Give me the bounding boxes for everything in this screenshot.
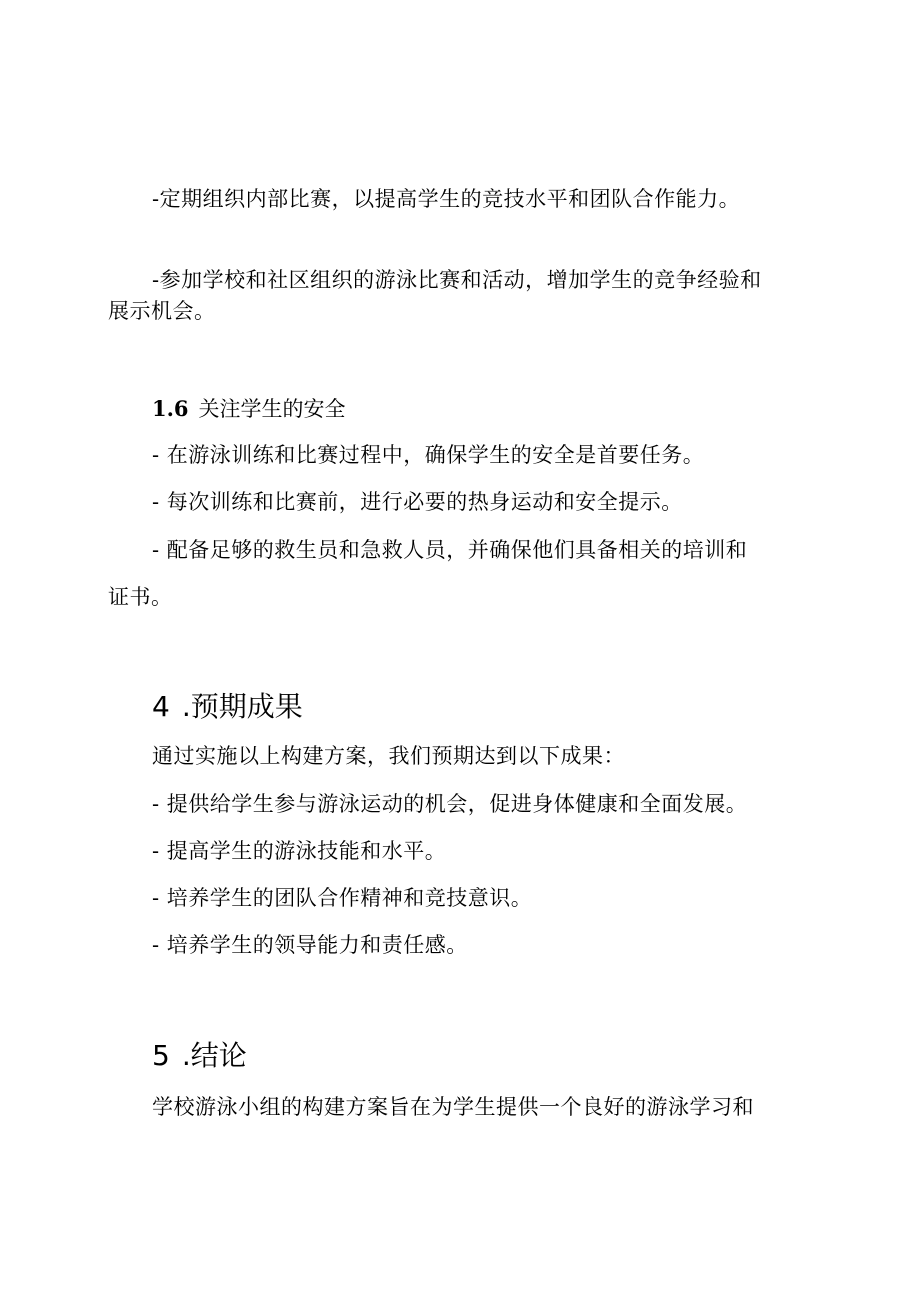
safety-item-2: - 每次训练和比赛前，进行必要的热身运动和安全提示。 <box>152 490 683 514</box>
expected-result-1: - 提供给学生参与游泳运动的机会，促进身体健康和全面发展。 <box>152 792 748 816</box>
paragraph-external-competition-line2: 展示机会。 <box>108 299 216 323</box>
section-1-6-number: 1.6 <box>152 396 189 421</box>
section-1-6-heading <box>152 394 346 424</box>
section-1-6-title: 关注学生的安全 <box>198 397 346 421</box>
paragraph-external-competition-line1: -参加学校和社区组织的游泳比赛和活动，增加学生的竞争经验和 <box>152 268 762 292</box>
paragraph-internal-competition: -定期组织内部比赛，以提高学生的竞技水平和团队合作能力。 <box>152 187 741 211</box>
expected-result-4: - 培养学生的领导能力和责任感。 <box>152 933 468 957</box>
section-4-number: 4 <box>152 690 170 723</box>
conclusion-text: 学校游泳小组的构建方案旨在为学生提供一个良好的游泳学习和 <box>152 1095 754 1119</box>
section-5-heading <box>152 1038 247 1074</box>
section-5-title: .结论 <box>181 1039 247 1072</box>
safety-item-1: - 在游泳训练和比赛过程中，确保学生的安全是首要任务。 <box>152 443 705 467</box>
expected-result-2: - 提高学生的游泳技能和水平。 <box>152 839 447 863</box>
section-4-title: .预期成果 <box>181 690 303 723</box>
safety-item-3: - 配备足够的救生员和急救人员，并确保他们具备相关的培训和 <box>152 538 748 562</box>
expected-result-3: - 培养学生的团队合作精神和竞技意识。 <box>152 886 533 910</box>
section-4-heading <box>152 689 303 725</box>
safety-item-3-continuation: 证书。 <box>108 585 173 609</box>
section-5-number: 5 <box>152 1039 170 1072</box>
expected-results-intro: 通过实施以上构建方案，我们预期达到以下成果： <box>152 744 625 768</box>
